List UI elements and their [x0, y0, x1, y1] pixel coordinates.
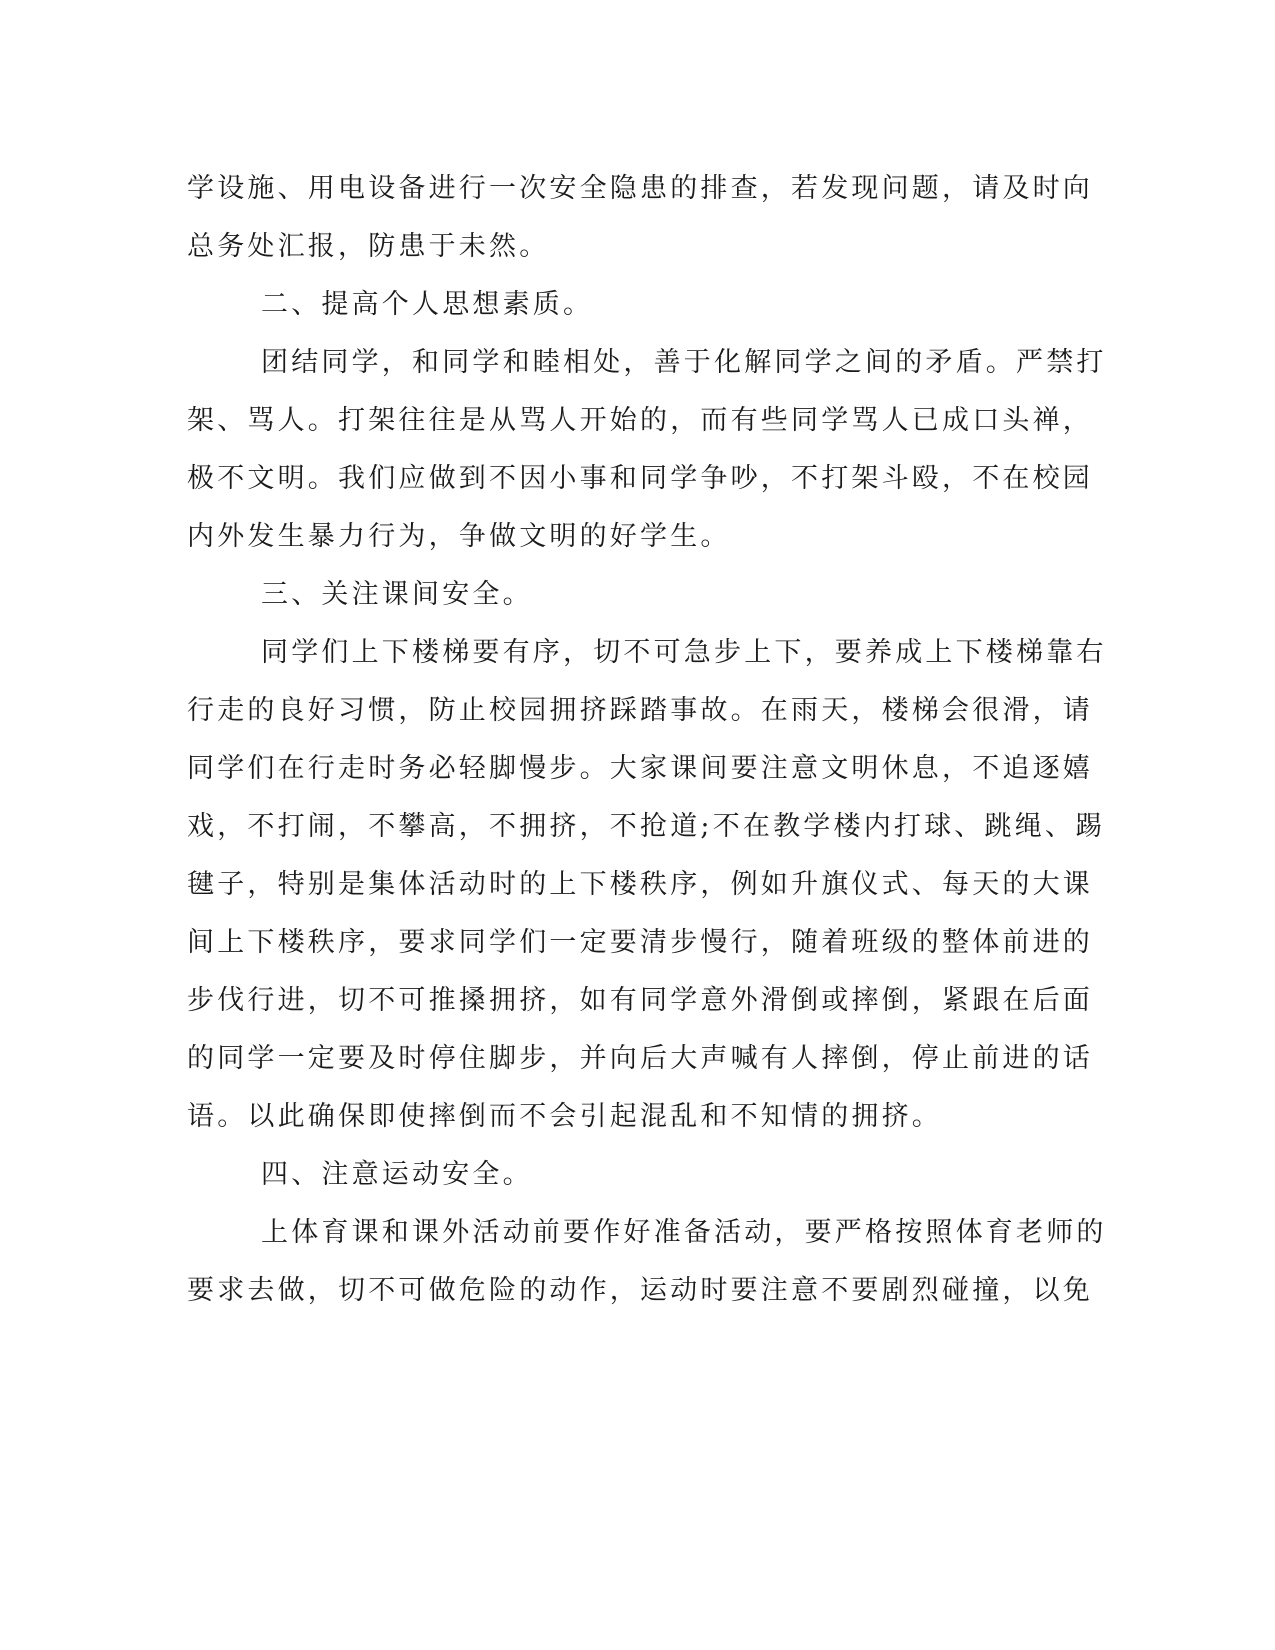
section-heading: 二、提高个人思想素质。 [261, 289, 594, 320]
section-heading: 三、关注课间安全。 [261, 579, 533, 610]
section-heading: 四、注意运动安全。 [261, 1159, 533, 1190]
text-line: 总务处汇报，防患于未然。 [187, 231, 550, 262]
text-line: 语。以此确保即使摔倒而不会引起混乱和不知情的拥挤。 [187, 1101, 942, 1132]
text-line: 同学们在行走时务必轻脚慢步。大家课间要注意文明休息，不追逐嬉 [187, 753, 1093, 784]
text-line: 极不文明。我们应做到不因小事和同学争吵，不打架斗殴，不在校园 [187, 463, 1093, 494]
paragraph-start: 团结同学，和同学和睦相处，善于化解同学之间的矛盾。严禁打 [261, 347, 1107, 378]
paragraph-start: 同学们上下楼梯要有序，切不可急步上下，要养成上下楼梯靠右 [261, 637, 1107, 668]
text-line: 架、骂人。打架往往是从骂人开始的，而有些同学骂人已成口头禅， [187, 405, 1093, 436]
text-line: 学设施、用电设备进行一次安全隐患的排查，若发现问题，请及时向 [187, 173, 1093, 204]
text-line: 行走的良好习惯，防止校园拥挤踩踏事故。在雨天，楼梯会很滑，请 [187, 695, 1093, 726]
text-line: 毽子，特别是集体活动时的上下楼秩序，例如升旗仪式、每天的大课 [187, 869, 1093, 900]
text-line: 内外发生暴力行为，争做文明的好学生。 [187, 521, 731, 552]
document-body [187, 160, 1107, 1320]
text-line: 的同学一定要及时停住脚步，并向后大声喊有人摔倒，停止前进的话 [187, 1043, 1093, 1074]
text-line: 间上下楼秩序，要求同学们一定要清步慢行，随着班级的整体前进的 [187, 927, 1093, 958]
paragraph-start: 上体育课和课外活动前要作好准备活动，要严格按照体育老师的 [261, 1217, 1107, 1248]
text-line: 戏，不打闹，不攀高，不拥挤，不抢道;不在教学楼内打球、跳绳、踢 [187, 811, 1106, 842]
text-line: 要求去做，切不可做危险的动作，运动时要注意不要剧烈碰撞，以免 [187, 1275, 1093, 1306]
text-line: 步伐行进，切不可推搡拥挤，如有同学意外滑倒或摔倒，紧跟在后面 [187, 985, 1093, 1016]
